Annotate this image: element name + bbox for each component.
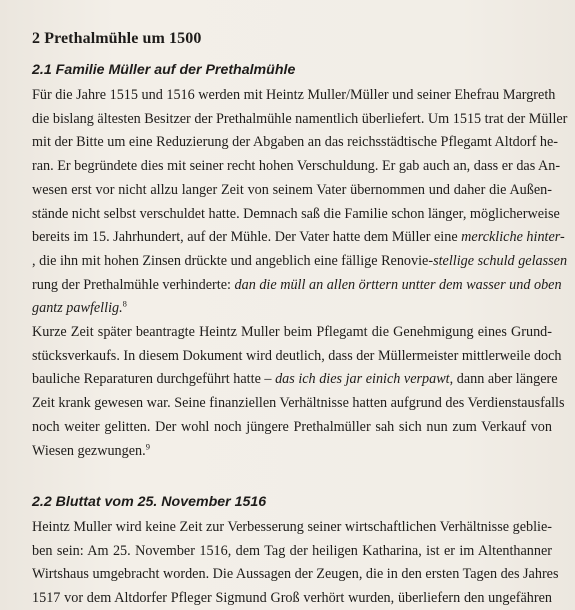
text-line: die bislang ältesten Besitzer der Prethalmühle namentlich überliefert. Um 1515 trat der Müller xyxy=(32,110,568,127)
text-line: Für die Jahre 1515 und 1516 werden mit Heintz Muller/Müller und seiner Ehefrau Margreth xyxy=(32,87,556,103)
text-line: stände nicht selbst verschuldet hatte. Demnach saß die Familie schon länger, möglicherweise xyxy=(32,205,560,222)
text-line: Kurze Zeit später beantragte Heintz Muller beim Pflegamt die Genehmigung eines Grund- xyxy=(32,324,552,340)
text-line: bereits im 15. Jahrhundert, auf der Mühle. Der Vater hatte dem Müller eine merckliche hinter- xyxy=(32,229,565,246)
text-line: Heintz Muller wird keine Zeit zur Verbesserung seiner wirtschaftlichen Verhältnisse geblie- xyxy=(32,519,552,535)
text-line: mit der Bitte um eine Reduzierung der Abgaben an das reichsstädtische Pflegamt Altdorf he- xyxy=(32,134,558,151)
section-heading: 2 Prethalmühle um 1500 xyxy=(32,30,202,47)
text-line: stücksverkaufs. In diesem Dokument wird deutlich, dass der Müllermeister mittlerweile doch xyxy=(32,347,562,364)
text-line: , die ihn mit hohen Zinsen drückte und angeblich eine fällige Renovie-stellige schuld gelassen xyxy=(32,252,568,269)
text-line: rung der Prethalmühle verhinderte: dan die müll an allen örttern untter dem wasser und oben xyxy=(32,276,562,293)
text-line: ran. Er begründete dies mit seiner recht hohen Verschuldung. Er gab auch an, dass er das An- xyxy=(32,158,561,175)
text-line: noch weiter gelitten. Der wohl noch jüngere Prethalmüller sah sich nun zum Verkauf von xyxy=(32,418,552,435)
text-line: gantz pawfellig.$^8$ xyxy=(32,298,127,317)
text-line: 1517 vor dem Altdorfer Pfleger Sigmund Groß verhört wurden, überliefern den ungefähren xyxy=(32,590,552,607)
text-line: wesen erst vor nicht allzu langer Zeit von seinem Vater übernommen und daher die Außen- xyxy=(32,181,552,198)
subsection-heading-2-1: 2.1 Familie Müller auf der Prethalmühle xyxy=(32,62,296,78)
text-line: bauliche Reparaturen durchgeführt hatte – das ich dies jar einich verpawt, dann aber längere xyxy=(32,371,558,388)
text-line: Wirtshaus umgebracht worden. Die Aussagen der Zeugen, die in den ersten Tagen des Jahres xyxy=(32,566,559,583)
text-line: Wiesen gezwungen.$^9$ xyxy=(32,440,150,459)
text-line: ben sein: Am 25. November 1516, dem Tag der heiligen Katharina, ist er im Altenthanner xyxy=(32,542,552,559)
subsection-heading-2-2: 2.2 Bluttat vom 25. November 1516 xyxy=(32,494,267,510)
text-line: Zeit krank gewesen war. Seine finanziellen Verhältnisse hatten aufgrund des Verdienstausfalls xyxy=(32,395,565,412)
